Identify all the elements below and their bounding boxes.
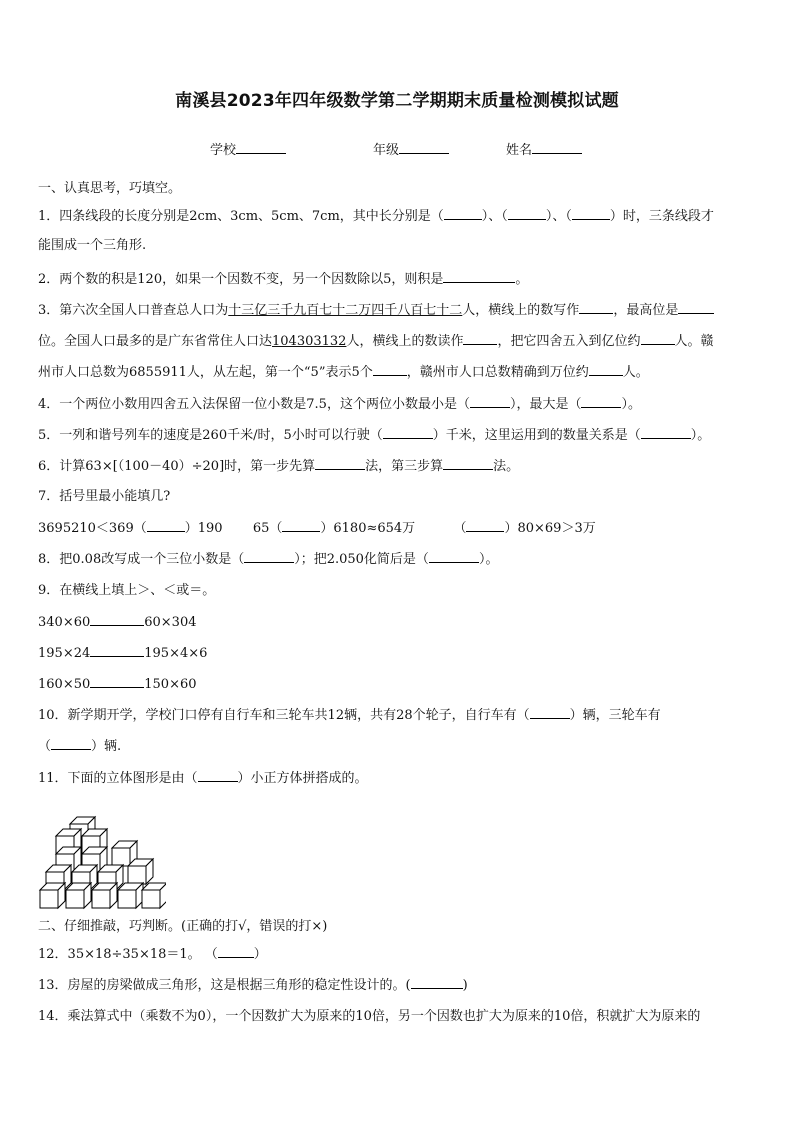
- cube: [40, 883, 65, 908]
- q13-text-a: 13．房屋的房梁做成三角形，这是根据三角形的稳定性设计的。(: [38, 978, 411, 993]
- q8-text-a: 8．把0.08改写成一个三位小数是（: [38, 552, 245, 567]
- q8-blank-1[interactable]: [244, 550, 294, 563]
- q7-blank-2[interactable]: [282, 519, 320, 532]
- name-label: 姓名: [506, 143, 533, 158]
- question-3-cont-1: [38, 332, 758, 351]
- q3-text-a: 3．第六次全国人口普查总人口为: [38, 303, 229, 318]
- q9-r2-left: 195×24: [38, 646, 91, 661]
- q5-text-a: 5．一列和谐号列车的速度是260千米/时，5小时可以行驶（: [38, 428, 383, 443]
- q9-r1-left: 340×60: [38, 615, 91, 630]
- q7-e3-b: ）80×69＞3万: [504, 521, 596, 536]
- q3-blank-5[interactable]: [373, 363, 407, 376]
- name-blank[interactable]: [532, 140, 582, 154]
- question-3: [38, 301, 758, 320]
- q7-blank-3[interactable]: [466, 519, 504, 532]
- q2-blank[interactable]: [443, 270, 515, 283]
- question-4: [38, 395, 758, 414]
- q10-text-a: 10．新学期开学，学校门口停有自行车和三轮车共12辆，共有28个轮子，自行车有（: [38, 708, 530, 723]
- cube: [92, 883, 117, 908]
- q11-blank[interactable]: [198, 769, 238, 782]
- question-3-cont-2: [38, 363, 758, 382]
- q11-text-b: ）小正方体拼搭成的。: [237, 771, 368, 786]
- q3-text-d: 位。全国人口最多的是广东省常住人口达: [38, 334, 273, 349]
- q7-expr-1: [38, 521, 223, 536]
- question-7-exprs: [38, 519, 758, 538]
- question-11: [38, 769, 758, 788]
- grade-label: 年级: [373, 143, 400, 158]
- q2-text-b: 。: [515, 272, 529, 287]
- grade-field: [373, 139, 449, 158]
- section2-heading: 二、仔细推敲，巧判断。(正确的打√，错误的打×): [38, 919, 328, 934]
- q3-text-h: 州市人口总数为6855911人，从左起，第一个“5”表示5个: [38, 365, 373, 380]
- question-8: [38, 550, 758, 569]
- q9-r3-right: 150×60: [144, 677, 197, 692]
- question-14: 14．乘法算式中（乘数不为0），一个因数扩大为原来的10倍，另一个因数也扩大为原来的10倍，积就扩大为原来的: [38, 1009, 701, 1024]
- q9-r1-right: 60×304: [144, 615, 197, 630]
- q1-blank-1[interactable]: [444, 207, 482, 220]
- q1-text-c: ）、（: [545, 209, 572, 224]
- school-field: [210, 139, 286, 158]
- q3-text-j: 人。: [622, 365, 649, 380]
- cube-stack-figure: [36, 810, 166, 910]
- q2-text-a: 2．两个数的积是120，如果一个因数不变，另一个因数除以5，则积是: [38, 272, 444, 287]
- q10-text-c: （: [38, 739, 52, 754]
- q10-blank-2[interactable]: [51, 737, 91, 750]
- question-2: [38, 270, 758, 289]
- q5-text-b: ）千米，这里运用到的数量关系是（: [432, 428, 641, 443]
- q7-expr-2: [253, 521, 415, 536]
- q3-text-g: 人。赣: [674, 334, 714, 349]
- question-10: [38, 706, 758, 725]
- q7-expr-3: [453, 521, 595, 536]
- q4-text-c: ）。: [621, 397, 641, 412]
- q3-text-e: 人，横线上的数读作: [346, 334, 464, 349]
- school-label: 学校: [210, 143, 237, 158]
- q13-text-b: ): [462, 978, 468, 993]
- cube: [128, 859, 153, 884]
- question-1: [38, 207, 758, 226]
- section1-heading: 一、认真思考，巧填空。: [38, 181, 182, 196]
- name-field: [506, 139, 582, 158]
- q3-text-i: ，赣州市人口总数精确到万位约: [406, 365, 589, 380]
- q12-text-a: 12．35×18÷35×18＝1。 （: [38, 947, 218, 962]
- q4-blank-2[interactable]: [581, 395, 621, 408]
- cube: [118, 883, 143, 908]
- q13-blank[interactable]: [411, 976, 463, 989]
- q5-blank-2[interactable]: [641, 426, 691, 439]
- q9-row-2: [38, 644, 758, 663]
- question-9: 9．在横线上填上＞、＜或＝。: [38, 583, 216, 598]
- question-6: [38, 457, 758, 476]
- q7-e1-b: ）190: [184, 521, 223, 536]
- q3-blank-1[interactable]: [579, 301, 613, 314]
- q9-row-3: [38, 675, 758, 694]
- q3-text-b: 人，横线上的数写作: [462, 303, 580, 318]
- question-1-cont: 能围成一个三角形.: [38, 238, 147, 253]
- q4-text-b: ），最大是（: [509, 397, 582, 412]
- q6-blank-1[interactable]: [315, 457, 365, 470]
- school-blank[interactable]: [236, 140, 286, 154]
- q3-blank-4[interactable]: [641, 332, 675, 345]
- q6-text-b: 法，第三步算: [365, 459, 444, 474]
- question-12: [38, 945, 758, 964]
- question-7: 7．括号里最小能填几?: [38, 489, 171, 504]
- q7-e1-a: 3695210＜369（: [38, 521, 147, 536]
- q3-blank-6[interactable]: [589, 363, 623, 376]
- grade-blank[interactable]: [399, 140, 449, 154]
- q9-blank-3[interactable]: [90, 675, 144, 688]
- q9-row-1: [38, 613, 758, 632]
- page-title: 南溪县2023年四年级数学第二学期期末质量检测模拟试题: [175, 91, 619, 111]
- q10-blank-1[interactable]: [530, 706, 570, 719]
- q3-blank-2[interactable]: [678, 301, 714, 314]
- q1-blank-2[interactable]: [508, 207, 546, 220]
- q1-text-a: 1．四条线段的长度分别是2cm、3cm、5cm、7cm，其中长分别是（: [38, 209, 444, 224]
- question-13: [38, 976, 758, 995]
- q9-r3-left: 160×50: [38, 677, 91, 692]
- q1-text-b: ）、（: [481, 209, 508, 224]
- q7-e3-a: （: [453, 521, 467, 536]
- q12-text-b: ）: [253, 947, 267, 962]
- q4-blank-1[interactable]: [470, 395, 510, 408]
- q12-blank[interactable]: [218, 945, 254, 958]
- q4-text-a: 4．一个两位小数用四舍五入法保留一位小数是7.5，这个两位小数最小是（: [38, 397, 470, 412]
- q7-e2-b: ）6180≈654万: [320, 521, 416, 536]
- q10-text-b: ）辆，三轮车有: [569, 708, 661, 723]
- q11-text-a: 11．下面的立体图形是由（: [38, 771, 198, 786]
- q8-text-b: ）；把2.050化简后是（: [294, 552, 429, 567]
- q3-text-c: ，最高位是: [613, 303, 679, 318]
- q7-e2-a: 65（: [252, 521, 283, 536]
- q1-blank-3[interactable]: [572, 207, 610, 220]
- question-5: [38, 426, 758, 445]
- q6-blank-2[interactable]: [443, 457, 493, 470]
- q7-blank-1[interactable]: [147, 519, 185, 532]
- question-10-cont: [38, 737, 758, 756]
- q9-blank-2[interactable]: [90, 644, 144, 657]
- q6-text-a: 6．计算63×[（100－40）÷20]时，第一步先算: [38, 459, 316, 474]
- q3-underlined-number: 十三亿三千九百七十二万四千八百七十二: [228, 303, 463, 318]
- cube: [66, 883, 91, 908]
- q10-text-d: ）辆.: [91, 739, 122, 754]
- q9-r2-right: 195×4×6: [144, 646, 208, 661]
- q8-blank-2[interactable]: [429, 550, 479, 563]
- q5-blank-1[interactable]: [383, 426, 433, 439]
- q5-text-c: ）。: [690, 428, 711, 443]
- q3-text-f: ，把它四舍五入到亿位约: [497, 334, 641, 349]
- q1-text-d: ）时，三条线段才: [609, 209, 714, 224]
- q9-blank-1[interactable]: [90, 613, 144, 626]
- q3-blank-3[interactable]: [463, 332, 497, 345]
- q8-text-c: ）。: [478, 552, 499, 567]
- q6-text-c: 法。: [493, 459, 520, 474]
- q3-underlined-digits: 104303132: [272, 334, 347, 349]
- cube: [142, 883, 166, 908]
